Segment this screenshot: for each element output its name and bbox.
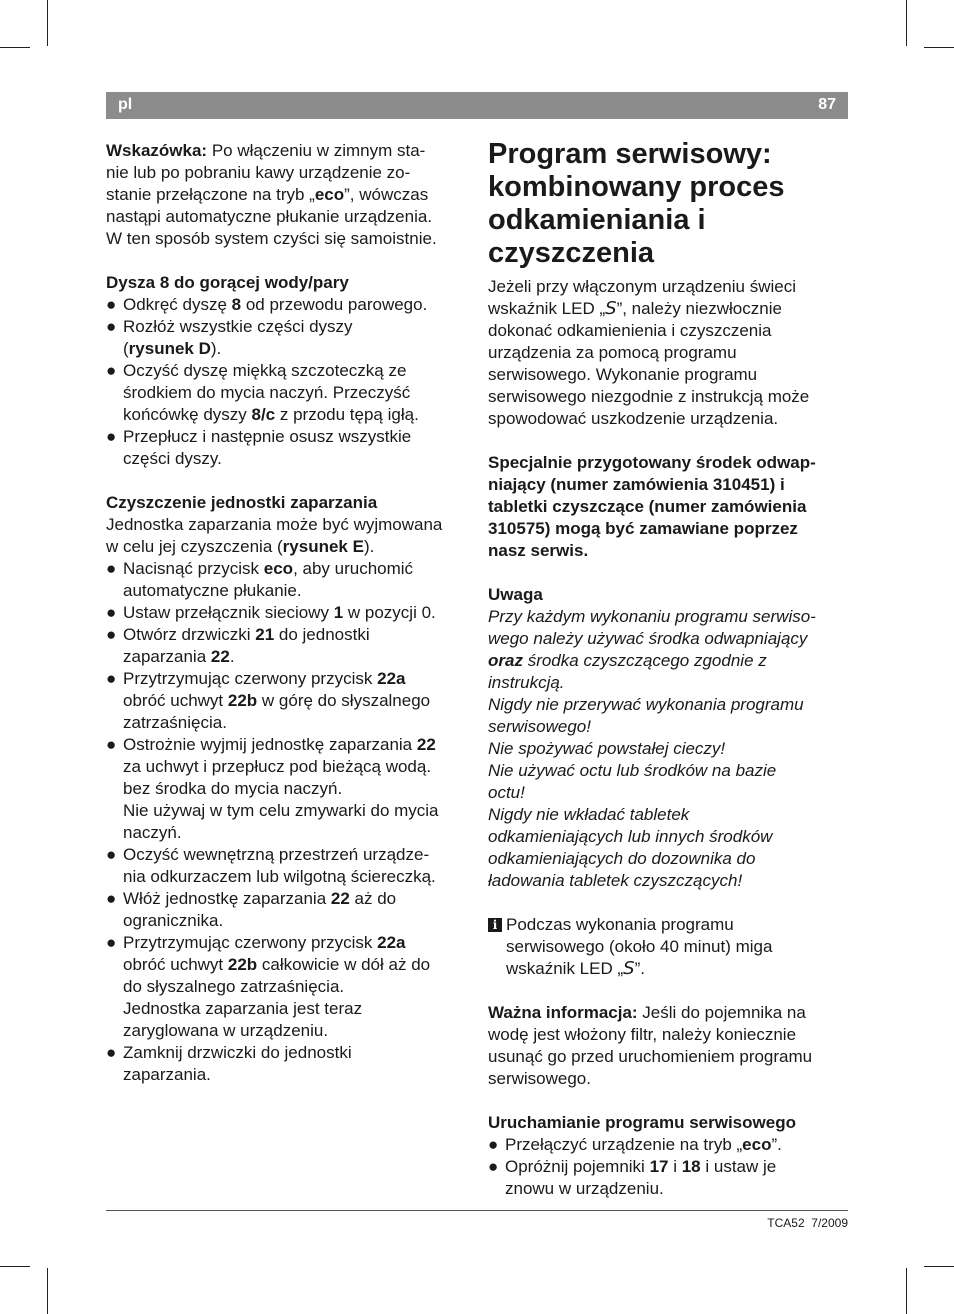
- text: ogranicznika.: [123, 911, 224, 930]
- text: Nie używaj w tym celu zmywarki do mycia: [123, 801, 439, 820]
- text: ”.: [771, 1135, 782, 1154]
- text: nasz serwis.: [488, 541, 589, 560]
- text: odkamieniających lub innych środków: [488, 827, 773, 846]
- text: obróć uchwyt: [123, 955, 228, 974]
- list-item: ● Przepłucz i następnie osusz wszystkie części dyszy.: [106, 426, 468, 470]
- special-note: [488, 452, 850, 562]
- list-item: ● Nacisnąć przycisk eco, aby uruchomić automatyczne płukanie.: [106, 558, 468, 602]
- text: oraz: [488, 651, 523, 670]
- section-title: Czyszczenie jednostki zaparzania: [106, 493, 378, 512]
- crop-mark: [906, 0, 907, 46]
- text: niający (numer zamówienia 310451) i: [488, 475, 785, 494]
- list-item: ● Przytrzymując czerwony przycisk 22a obróć uchwyt 22b w górę do słyszalnego zatrzaśnięcia.: [106, 668, 468, 734]
- text: Program serwisowy:: [488, 138, 772, 170]
- text: 22: [330, 889, 350, 908]
- text: 8/c: [251, 405, 276, 424]
- text: rysunek E: [282, 537, 364, 556]
- important-note: [488, 1002, 850, 1090]
- page-title: [488, 138, 850, 270]
- text: odkamieniających do dozownika do: [488, 849, 756, 868]
- text: do słyszalnego zatrzaśnięcia.: [123, 977, 345, 996]
- start-section: [488, 1112, 850, 1200]
- text: Otwórz drzwiczki: [123, 625, 256, 644]
- text: Przepłucz i następnie osusz wszystkie: [123, 427, 412, 446]
- text: urządzenia za pomocą programu: [488, 343, 737, 362]
- text: wskaźnik LED „: [488, 299, 606, 318]
- text: serwisowego (około 40 minut) miga: [506, 937, 773, 956]
- text: Nie używać octu lub środków na bazie: [488, 761, 777, 780]
- text: .: [229, 647, 235, 666]
- text: środkiem do mycia naczyń. Przeczyść: [123, 383, 411, 402]
- caution-section: [488, 584, 850, 892]
- text: ).: [210, 339, 222, 358]
- text: Nie spożywać powstałej cieczy!: [488, 739, 726, 758]
- page-footer: [767, 1216, 848, 1230]
- text: wego należy używać środka odwapniający: [488, 629, 808, 648]
- list-item: ● Przełączyć urządzenie na tryb „eco”.: [488, 1135, 782, 1154]
- text: Jeżeli przy włączonym urządzeniu świeci: [488, 277, 797, 296]
- section-title: Uwaga: [488, 585, 543, 604]
- text: do jednostki: [274, 625, 370, 644]
- text: Przy każdym wykonaniu programu serwiso-: [488, 607, 816, 626]
- text: serwisowego. Wykonanie programu: [488, 365, 758, 384]
- text: dokonać odkamienienia i czyszczenia: [488, 321, 772, 340]
- list-item: ● Ustaw przełącznik sieciowy 1 w pozycji 0.: [106, 603, 436, 622]
- text: (: [123, 339, 129, 358]
- text: znowu w urządzeniu.: [505, 1179, 664, 1198]
- text: kombinowany proces: [488, 171, 785, 203]
- tip-label: Wskazówka:: [106, 141, 208, 160]
- text: eco: [742, 1135, 772, 1154]
- text: spowodować uszkodzenie urządzenia.: [488, 409, 779, 428]
- text: w górę do słyszalnego: [257, 691, 431, 710]
- text: ”.: [634, 959, 645, 978]
- text: Podczas wykonania programu: [506, 915, 734, 934]
- right-column: [488, 140, 850, 1222]
- nozzle-section: [106, 272, 468, 470]
- text: Nigdy nie przerywać wykonania programu: [488, 695, 804, 714]
- text: Odkręć dyszę: [123, 295, 232, 314]
- text: Ostrożnie wyjmij jednostkę zaparzania: [123, 735, 417, 754]
- list-item: ● Ostrożnie wyjmij jednostkę zaparzania 22 za uchwyt i przepłucz pod bieżącą wodą. bez środka do mycia naczyń. Nie używaj w tym celu zmywarki do mycia naczyń.: [106, 734, 468, 844]
- text: Ustaw przełącznik sieciowy: [123, 603, 334, 622]
- crop-mark: [924, 1266, 954, 1267]
- text: octu!: [488, 783, 525, 802]
- text: obróć uchwyt: [123, 691, 228, 710]
- text: części dyszy.: [123, 449, 222, 468]
- text: Przytrzymując czerwony przycisk: [123, 933, 378, 952]
- text: Po włączeniu w zimnym sta-: [207, 141, 426, 160]
- text: ).: [363, 537, 375, 556]
- text: Oczyść wewnętrzną przestrzeń urządze-: [123, 845, 430, 864]
- brew-unit-section: [106, 492, 468, 1086]
- edition-date: 7/2009: [811, 1216, 848, 1230]
- info-note: [488, 914, 850, 980]
- section-title: Uruchamianie programu serwisowego: [488, 1113, 796, 1132]
- text: środka czyszczącego zgodnie z: [522, 651, 767, 670]
- page-number: 87: [818, 96, 836, 113]
- text: tabletki czyszczące (numer zamówienia: [488, 497, 807, 516]
- crop-mark: [924, 47, 954, 48]
- text: Specjalnie przygotowany środek odwap-: [488, 453, 816, 472]
- model-code: TCA52: [767, 1216, 805, 1230]
- text: 22b: [227, 691, 258, 710]
- list-item: ● Zamknij drzwiczki do jednostki zaparzania.: [106, 1042, 468, 1086]
- text: Jednostka zaparzania może być wyjmowana: [106, 515, 443, 534]
- language-code: pl: [118, 96, 133, 113]
- crop-mark: [47, 0, 48, 46]
- text: całkowicie w dół aż do: [257, 955, 431, 974]
- text: nastąpi automatyczne płukanie urządzenia.: [106, 207, 433, 226]
- text: zaparzania: [123, 647, 211, 666]
- text: naczyń.: [123, 823, 182, 842]
- important-label: Ważna informacja:: [488, 1003, 638, 1022]
- text: Rozłóż wszystkie części dyszy: [123, 317, 353, 336]
- text: Oczyść dyszę miękką szczoteczką ze: [123, 361, 407, 380]
- page-header: [106, 92, 848, 119]
- list-item: ● Oczyść wewnętrzną przestrzeń urządze- nia odkurzaczem lub wilgotną ściereczką.: [106, 844, 468, 888]
- text: w celu jej czyszczenia (: [106, 537, 283, 556]
- text: W ten sposób system czyści się samoistnie.: [106, 229, 437, 248]
- list-item: ● Odkręć dyszę 8 od przewodu parowego.: [106, 295, 428, 314]
- text: 22a: [377, 669, 406, 688]
- text: za uchwyt i przepłucz pod bieżącą wodą.: [123, 757, 432, 776]
- text: ”, wówczas: [344, 185, 429, 204]
- text: zaparzania.: [123, 1065, 211, 1084]
- text: i: [668, 1157, 682, 1176]
- text: eco: [263, 559, 294, 578]
- text: bez środka do mycia naczyń.: [123, 779, 343, 798]
- list-item: ● Oczyść dyszę miękką szczoteczką ze środkiem do mycia naczyń. Przeczyść końcówkę dyszy 8/c z przodu tępą igłą.: [106, 360, 468, 426]
- list-item: ● Przytrzymując czerwony przycisk 22a obróć uchwyt 22b całkowicie w dół aż do do słyszalnego zatrzaśnięcia. Jednostka zaparzania jest teraz zaryglowana w urządzeniu.: [106, 932, 468, 1042]
- list-item: ● Opróżnij pojemniki 17 i 18 i ustaw je znowu w urządzeniu.: [488, 1156, 850, 1200]
- text: 22b: [227, 955, 258, 974]
- text: Zamknij drzwiczki do jednostki: [123, 1043, 352, 1062]
- text: eco: [314, 185, 345, 204]
- text: 22: [210, 647, 230, 666]
- text: od przewodu parowego.: [241, 295, 428, 314]
- list-item: ● Włóż jednostkę zaparzania 22 aż do ogranicznika.: [106, 888, 468, 932]
- text: , aby uruchomić: [293, 559, 414, 578]
- text: 8: [231, 295, 242, 314]
- led-symbol: S: [605, 298, 617, 319]
- text: 22: [416, 735, 436, 754]
- text: wskaźnik LED „: [506, 959, 624, 978]
- text: automatyczne płukanie.: [123, 581, 302, 600]
- text: z przodu tępą igłą.: [275, 405, 419, 424]
- tip-paragraph: [106, 140, 468, 250]
- info-icon: i: [488, 918, 502, 932]
- text: 18: [681, 1157, 701, 1176]
- text: Nigdy nie wkładać tabletek: [488, 805, 690, 824]
- text: 310575) mogą być zamawiane poprzez: [488, 519, 798, 538]
- text: nia odkurzaczem lub wilgotną ściereczką.: [123, 867, 436, 886]
- text: Włóż jednostkę zaparzania: [123, 889, 331, 908]
- text: usunąć go przed uruchomieniem programu: [488, 1047, 813, 1066]
- text: Jeśli do pojemnika na: [637, 1003, 806, 1022]
- text: rysunek D: [128, 339, 211, 358]
- text: wodę jest włożony filtr, należy koniecznie: [488, 1025, 797, 1044]
- intro-paragraph: [488, 276, 850, 430]
- text: zaryglowana w urządzeniu.: [123, 1021, 329, 1040]
- crop-mark: [47, 1268, 48, 1314]
- text: w pozycji 0.: [343, 603, 436, 622]
- text: Przytrzymując czerwony przycisk: [123, 669, 378, 688]
- text: ”, należy niezwłocznie: [616, 299, 782, 318]
- text: czyszczenia: [488, 237, 655, 269]
- text: 22a: [377, 933, 406, 952]
- text: 1: [333, 603, 344, 622]
- text: końcówkę dyszy: [123, 405, 252, 424]
- text: instrukcją.: [488, 673, 565, 692]
- text: odkamieniania i: [488, 204, 706, 236]
- crop-mark: [0, 1266, 30, 1267]
- text: serwisowego niezgodnie z instrukcją może: [488, 387, 810, 406]
- text: zatrzaśnięcia.: [123, 713, 227, 732]
- crop-mark: [0, 47, 30, 48]
- list-item: ● Otwórz drzwiczki 21 do jednostki zaparzania 22.: [106, 625, 370, 666]
- section-title: Dysza 8 do gorącej wody/pary: [106, 273, 349, 292]
- text: 17: [649, 1157, 669, 1176]
- text: i ustaw je: [700, 1157, 777, 1176]
- text: Jednostka zaparzania jest teraz: [123, 999, 363, 1018]
- text: Przełączyć urządzenie na tryb „: [505, 1135, 743, 1154]
- text: Nacisnąć przycisk: [123, 559, 264, 578]
- text: ładowania tabletek czyszczących!: [488, 871, 743, 890]
- left-column: [106, 140, 468, 1108]
- footer-divider: [106, 1210, 848, 1211]
- text: 21: [255, 625, 275, 644]
- text: serwisowego!: [488, 717, 591, 736]
- text: aż do: [349, 889, 397, 908]
- led-symbol: S: [623, 958, 635, 979]
- text: Opróżnij pojemniki: [505, 1157, 650, 1176]
- list-item: ● Rozłóż wszystkie części dyszy (rysunek D).: [106, 316, 468, 360]
- crop-mark: [906, 1268, 907, 1314]
- text: stanie przełączone na tryb „: [106, 185, 315, 204]
- text: nie lub po pobraniu kawy urządzenie zo-: [106, 163, 411, 182]
- text: serwisowego.: [488, 1069, 591, 1088]
